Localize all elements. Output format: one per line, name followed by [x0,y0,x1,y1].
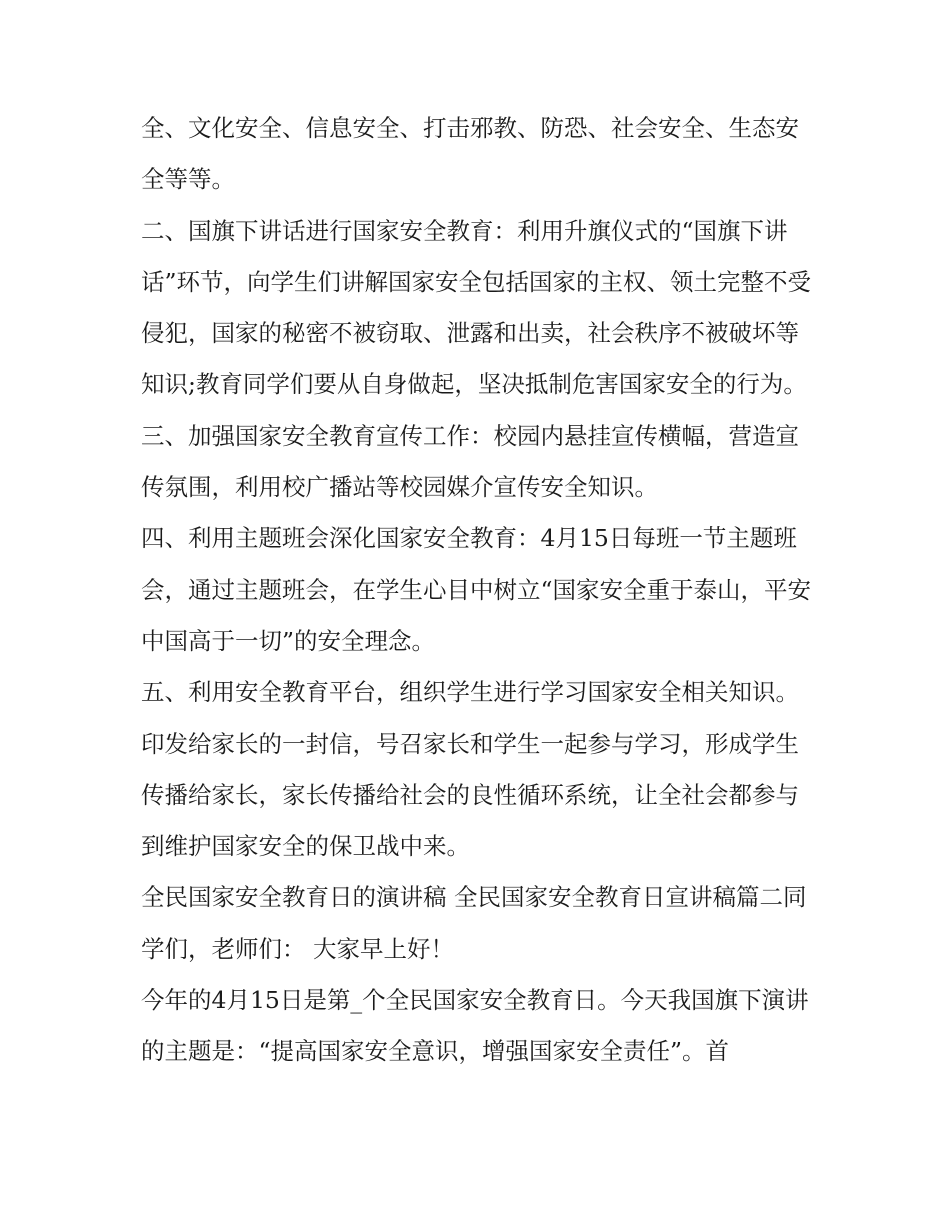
paragraph-section-two: 二、国旗下讲话进行国家安全教育：利用升旗仪式的“国旗下讲话”环节，向学生们讲解国家安全包括国家的主权、领土完整不受侵犯，国家的秘密不被窃取、泄露和出卖，社会秩序不被破坏等知识;教育同学们要从自身做起，坚决抵制危害国家安全的行为。 [141,216,812,399]
paragraph-section-four: 四、利用主题班会深化国家安全教育：4月15日每班一节主题班会，通过主题班会，在学生心目中树立“国家安全重于泰山，平安中国高于一切”的安全理念。 [141,524,812,655]
document-body [141,103,811,1078]
paragraph-speech-opening: 今年的4月15日是第_个全民国家安全教育日。今天我国旗下演讲的主题是：“提高国家安全意识，增强国家安全责任”。首 [141,986,809,1066]
paragraph-speech-heading: 全民国家安全教育日的演讲稿 全民国家安全教育日宣讲稿篇二同学们，老师们： 大家早上好！ [141,883,807,963]
paragraph-section-three: 三、加强国家安全教育宣传工作：校园内悬挂宣传横幅，营造宣传氛围，利用校广播站等校园媒介宣传安全知识。 [141,421,799,502]
paragraph-continuation: 全、文化安全、信息安全、打击邪教、防恐、社会安全、生态安全等等。 [141,114,799,194]
paragraph-section-five: 五、利用安全教育平台，组织学生进行学习国家安全相关知识。印发给家长的一封信，号召家长和学生一起参与学习，形成学生传播给家长，家长传播给社会的良性循环系统，让全社会都参与到维护国家安全的保卫战中来。 [141,678,799,861]
